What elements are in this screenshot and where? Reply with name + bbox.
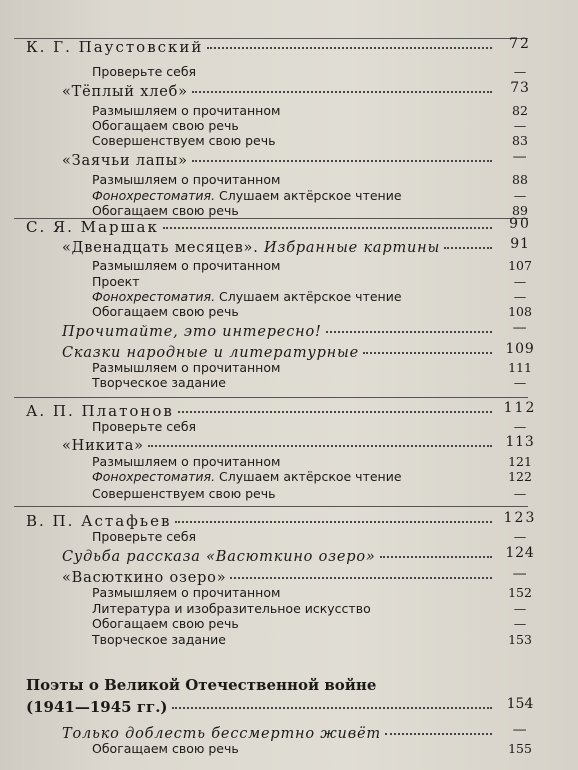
author-name: С. Я. Маршак	[26, 218, 159, 236]
page-number: —	[512, 566, 528, 582]
page-number: 113	[505, 434, 535, 450]
toc-entry: Обогащаем свою речь 108	[0, 304, 578, 319]
toc-entry: Фонохрестоматия. Слушаем актёрское чтение —	[0, 289, 578, 304]
page-number: 152	[508, 585, 532, 600]
leader-dots	[175, 507, 492, 523]
page-number: —	[513, 188, 527, 203]
page-number: —	[512, 722, 528, 738]
page-number: —	[513, 486, 527, 501]
leader-dots	[207, 33, 492, 49]
page-number: 109	[505, 341, 535, 357]
toc-entry-work: Сказки народные и литературные 109	[0, 341, 578, 361]
page-number: 154	[506, 696, 534, 712]
page-number: —	[512, 149, 528, 165]
page-number: 121	[508, 454, 532, 469]
toc-entry-work: «Двенадцать месяцев». Избранные картины 91	[0, 236, 578, 256]
toc-entry: Обогащаем свою речь 155	[0, 741, 578, 756]
toc-entry: Фонохрестоматия. Слушаем актёрское чтение —	[0, 188, 578, 203]
page-number: 153	[508, 632, 532, 647]
toc-entry: Творческое задание 153	[0, 632, 578, 647]
toc-entry: Размышляем о прочитанном 111	[0, 360, 578, 375]
page-number: —	[513, 616, 527, 631]
leader-dots	[172, 693, 492, 709]
toc-entry: Совершенствуем свою речь —	[0, 486, 578, 501]
leader-dots	[178, 397, 492, 413]
page-number: 83	[512, 133, 528, 148]
page-number: —	[513, 64, 527, 79]
toc-entry: Размышляем о прочитанном 107	[0, 258, 578, 273]
author-name: К. Г. Паустовский	[26, 38, 204, 56]
toc-entry-author	[0, 510, 578, 530]
toc-entry-work: «Васюткино озеро» —	[0, 566, 578, 586]
page-number: 108	[508, 304, 532, 319]
author-name: В. П. Астафьев	[26, 512, 172, 530]
leader-dots	[444, 233, 492, 249]
toc-entry: Обогащаем свою речь —	[0, 118, 578, 133]
leader-dots	[163, 213, 492, 229]
page-number: 72	[509, 36, 531, 52]
page-number: —	[513, 118, 527, 133]
leader-dots	[380, 542, 492, 558]
page-number: 90	[509, 216, 531, 232]
page-number: 107	[508, 258, 532, 273]
toc-entry: Размышляем о прочитанном 82	[0, 103, 578, 118]
page-number: —	[513, 419, 527, 434]
toc-entry-work: Прочитайте, это интересно! —	[0, 320, 578, 340]
page-number: 111	[508, 360, 532, 375]
toc-entry: Проект —	[0, 274, 578, 289]
toc-entry-section-title: (1941—1945 гг.) 154	[0, 696, 578, 716]
page-number: 88	[512, 172, 528, 187]
page-number: 122	[508, 469, 532, 484]
toc-entry: Проверьте себя —	[0, 529, 578, 544]
page-number: 73	[510, 80, 530, 96]
leader-dots	[363, 338, 492, 354]
toc-entry: Совершенствуем свою речь 83	[0, 133, 578, 148]
toc-entry: Обогащаем свою речь —	[0, 616, 578, 631]
toc-entry-author	[0, 400, 578, 420]
toc-entry-section-title: Поэты о Великой Отечественной войне	[26, 676, 377, 694]
toc-entry: Размышляем о прочитанном 152	[0, 585, 578, 600]
toc-entry: Обогащаем свою речь 89	[0, 203, 578, 218]
leader-dots	[385, 719, 492, 735]
page-number: 124	[505, 545, 535, 561]
page-number: 155	[508, 741, 532, 756]
toc-entry-work: Только доблесть бессмертно живёт —	[0, 722, 578, 742]
toc-entry: Размышляем о прочитанном 88	[0, 172, 578, 187]
page-number: —	[513, 289, 527, 304]
page-number: —	[513, 375, 527, 390]
toc-entry-work: «Тёплый хлеб» 73	[0, 80, 578, 100]
leader-dots	[326, 317, 492, 333]
toc-entry-work: «Заячьи лапы» —	[0, 149, 578, 169]
page-number: —	[512, 320, 528, 336]
page-number: 91	[510, 236, 530, 252]
toc-entry-work: «Никита» 113	[0, 434, 578, 454]
page-number: 82	[512, 103, 528, 118]
toc-entry: Творческое задание —	[0, 375, 578, 390]
leader-dots	[230, 563, 492, 579]
toc-entry-work: Судьба рассказа «Васюткино озеро» 124	[0, 545, 578, 565]
toc-entry: Фонохрестоматия. Слушаем актёрское чтение 122	[0, 469, 578, 484]
page-number: —	[513, 529, 527, 544]
toc-entry-author	[0, 36, 578, 56]
page-number: 123	[503, 510, 537, 526]
page-number: —	[513, 601, 527, 616]
page-number: 112	[503, 400, 537, 416]
toc-entry: Размышляем о прочитанном 121	[0, 454, 578, 469]
toc-entry: Литература и изобразительное искусство —	[0, 601, 578, 616]
page-number: —	[513, 274, 527, 289]
toc-entry: Проверьте себя —	[0, 419, 578, 434]
leader-dots	[192, 146, 492, 162]
leader-dots	[192, 77, 492, 93]
author-name: А. П. Платонов	[26, 402, 174, 420]
toc-entry: Проверьте себя —	[0, 64, 578, 79]
leader-dots	[148, 431, 492, 447]
page-number: 89	[512, 203, 528, 218]
